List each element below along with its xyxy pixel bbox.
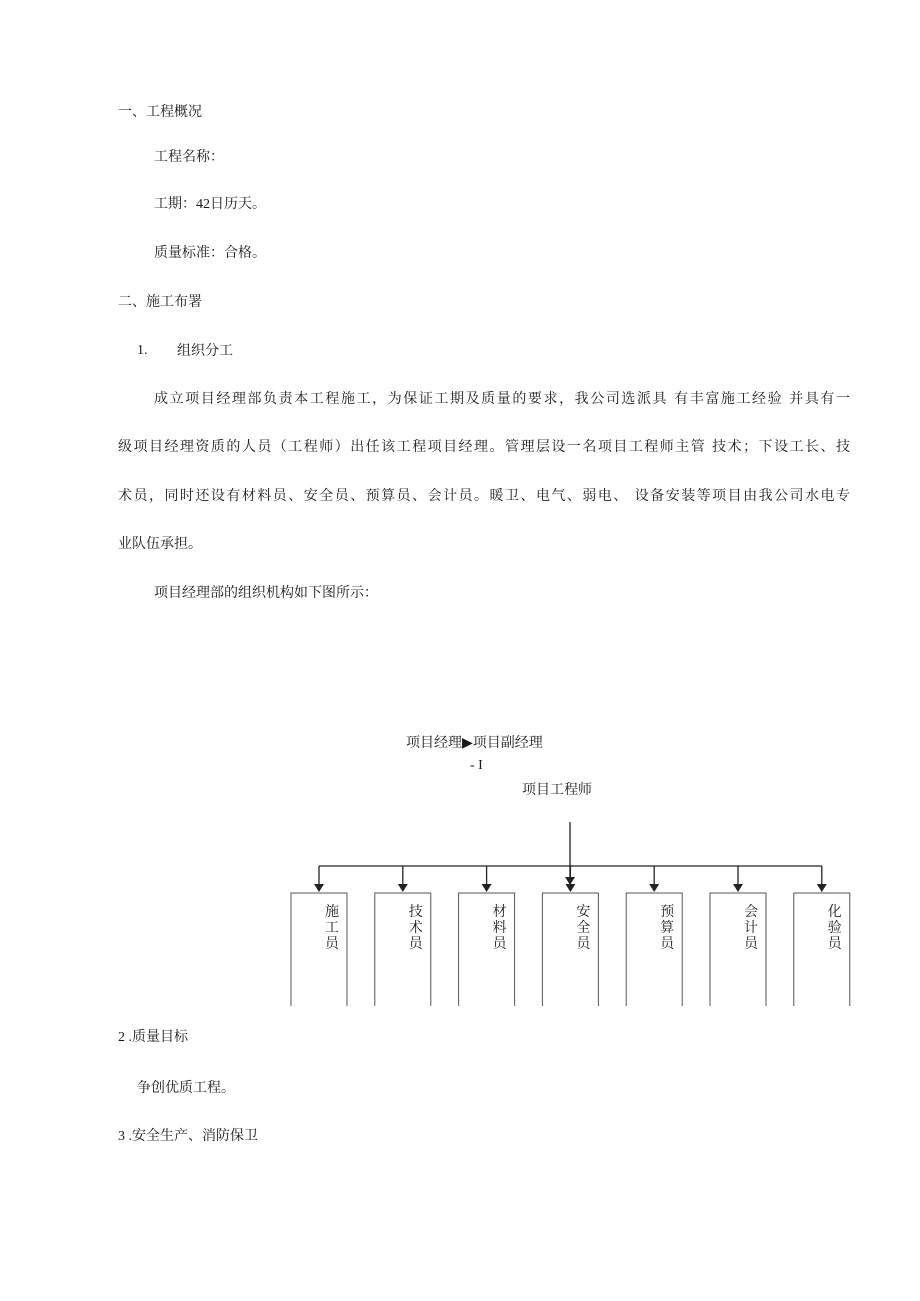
org-role-label: 会计员 [744, 904, 758, 952]
org-role-label: 化验员 [827, 904, 842, 952]
paragraph-line: 业队伍承担。 [118, 536, 202, 552]
subsection-1-number: 1. [137, 343, 148, 358]
project-name-label: 工程名称： [154, 149, 224, 165]
paragraph-line: 成立项目经理部负责本工程施工，为保证工期及质量的要求，我公司选派具 有丰富施工经验 并具有一 [154, 391, 850, 407]
duration-line: 工期：42日历天。 [154, 197, 266, 212]
section-2-subtitle: 2 .质量目标 [118, 1030, 188, 1045]
org-branch-arrow [398, 884, 408, 892]
org-connector-mark: - I [470, 758, 483, 773]
org-branch-arrow [565, 884, 575, 892]
org-engineer: 项目工程师 [522, 782, 592, 798]
quality-goal-text: 争创优质工程。 [137, 1080, 235, 1096]
org-role-label: 施工员 [325, 904, 339, 952]
org-trunk-arrow [565, 877, 575, 885]
org-chart-intro: 项目经理部的组织机构如下图所示： [154, 585, 378, 601]
org-boxes [291, 893, 850, 1006]
org-role-label: 预算员 [660, 904, 675, 952]
org-role-label: 安全员 [576, 904, 591, 952]
org-manager-line: 项目经理▶项目副经理 [406, 735, 543, 751]
paragraph-line: 级项目经理资质的人员（工程师）出任该工程项目经理。管理层设一名项目工程师主管 技术；下设工长、技 [118, 439, 850, 455]
paragraph-line: 术员，同时还设有材料员、安全员、预算员、会计员。暖卫、电气、弱电、 设备安装等项目由我公司水电专 [118, 488, 850, 504]
org-branch-lines [314, 866, 827, 892]
org-branch-arrow [733, 884, 743, 892]
section-3-subtitle: 3 .安全生产、消防保卫 [118, 1129, 258, 1144]
subsection-1-title: 组织分工 [177, 343, 233, 359]
section-2-heading: 二、施工布署 [118, 294, 202, 310]
quality-standard-line: 质量标准：合格。 [154, 245, 266, 261]
org-branch-arrow [482, 884, 492, 892]
org-branch-arrow [314, 884, 324, 892]
org-branch-arrow [817, 884, 827, 892]
section-1-heading: 一、工程概况 [118, 104, 202, 120]
org-role-label: 技术员 [408, 904, 423, 952]
org-role-label: 材料员 [492, 904, 507, 952]
org-branch-arrow [649, 884, 659, 892]
